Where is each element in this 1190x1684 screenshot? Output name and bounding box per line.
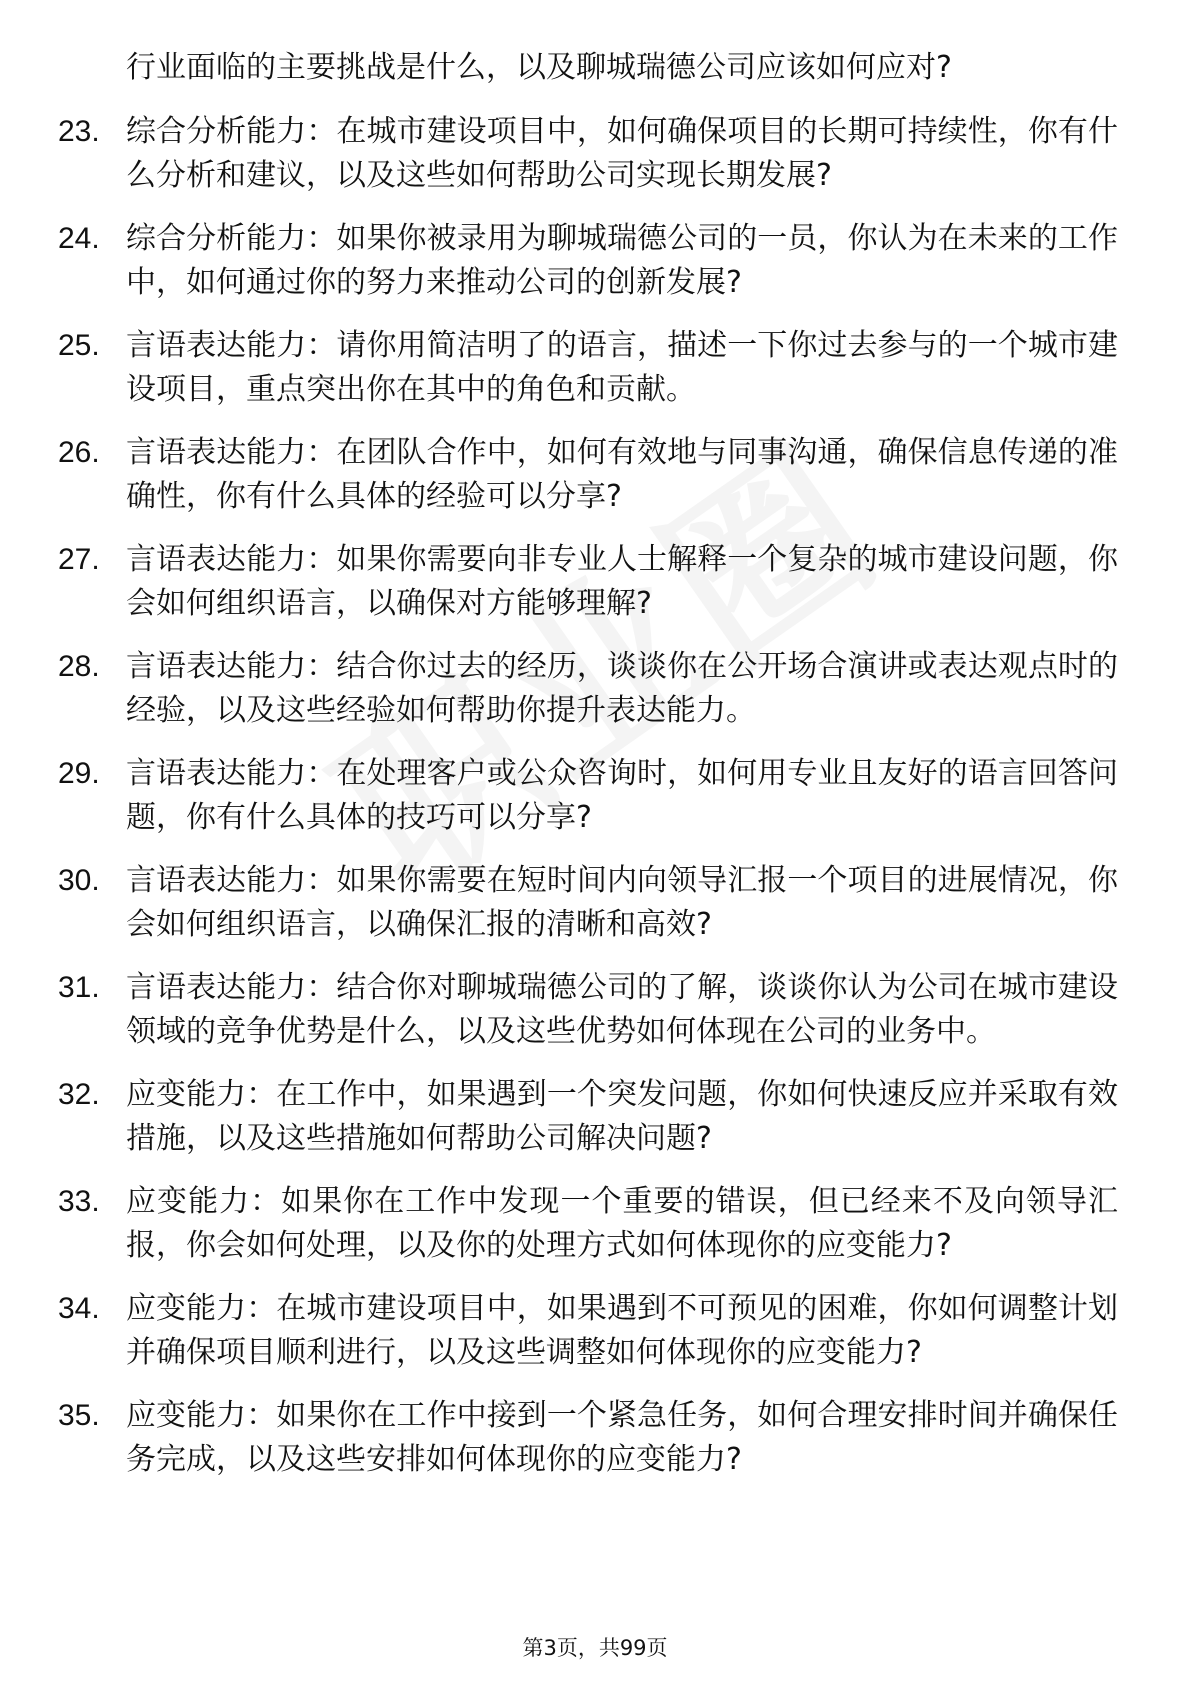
question-item bbox=[58, 1180, 1118, 1268]
question-text: 言语表达能力：结合你过去的经历，谈谈你在公开场合演讲或表达观点时的经验，以及这些经验如何帮助你提升表达能力。 bbox=[126, 649, 1118, 728]
question-item bbox=[58, 538, 1118, 626]
question-number: 29. bbox=[58, 757, 100, 790]
question-number: 23. bbox=[58, 115, 100, 148]
question-item bbox=[58, 324, 1118, 412]
question-text: 言语表达能力：请你用简洁明了的语言，描述一下你过去参与的一个城市建设项目，重点突出你在其中的角色和贡献。 bbox=[126, 328, 1118, 407]
question-number: 35. bbox=[58, 1399, 100, 1432]
question-text: 言语表达能力：如果你需要向非专业人士解释一个复杂的城市建设问题，你会如何组织语言，以确保对方能够理解? bbox=[126, 542, 1118, 621]
question-item bbox=[58, 1073, 1118, 1161]
question-item bbox=[58, 217, 1118, 305]
question-number: 24. bbox=[58, 222, 100, 255]
question-number: 27. bbox=[58, 543, 100, 576]
question-text: 应变能力：如果你在工作中接到一个紧急任务，如何合理安排时间并确保任务完成，以及这些安排如何体现你的应变能力? bbox=[126, 1398, 1118, 1477]
question-item bbox=[58, 431, 1118, 519]
continued-question-text: 行业面临的主要挑战是什么，以及聊城瑞德公司应该如何应对? bbox=[126, 50, 952, 85]
question-item bbox=[58, 859, 1118, 947]
question-text: 应变能力：在工作中，如果遇到一个突发问题，你如何快速反应并采取有效措施，以及这些措施如何帮助公司解决问题? bbox=[126, 1077, 1118, 1156]
question-text: 言语表达能力：在处理客户或公众咨询时，如何用专业且友好的语言回答问题，你有什么具体的技巧可以分享? bbox=[126, 756, 1118, 835]
question-text: 言语表达能力：结合你对聊城瑞德公司的了解，谈谈你认为公司在城市建设领域的竞争优势是什么，以及这些优势如何体现在公司的业务中。 bbox=[126, 970, 1118, 1049]
question-text: 言语表达能力：如果你需要在短时间内向领导汇报一个项目的进展情况，你会如何组织语言，以确保汇报的清晰和高效? bbox=[126, 863, 1118, 942]
question-item bbox=[58, 110, 1118, 198]
question-text: 言语表达能力：在团队合作中，如何有效地与同事沟通，确保信息传递的准确性，你有什么具体的经验可以分享? bbox=[126, 435, 1118, 514]
question-number: 33. bbox=[58, 1185, 100, 1218]
question-list bbox=[58, 110, 1118, 1482]
question-item bbox=[58, 645, 1118, 733]
question-number: 28. bbox=[58, 650, 100, 683]
question-number: 26. bbox=[58, 436, 100, 469]
question-number: 30. bbox=[58, 864, 100, 897]
question-number: 32. bbox=[58, 1078, 100, 1111]
question-item bbox=[58, 752, 1118, 840]
question-text: 综合分析能力：如果你被录用为聊城瑞德公司的一员，你认为在未来的工作中，如何通过你的努力来推动公司的创新发展? bbox=[126, 221, 1118, 300]
question-item bbox=[58, 1394, 1118, 1482]
page-footer: 第3页，共99页 bbox=[522, 1636, 668, 1660]
question-number: 25. bbox=[58, 329, 100, 362]
question-number: 34. bbox=[58, 1292, 100, 1325]
question-text: 综合分析能力：在城市建设项目中，如何确保项目的长期可持续性，你有什么分析和建议，以及这些如何帮助公司实现长期发展? bbox=[126, 114, 1118, 193]
question-item bbox=[58, 966, 1118, 1054]
question-text: 应变能力：在城市建设项目中，如果遇到不可预见的困难，你如何调整计划并确保项目顺利进行，以及这些调整如何体现你的应变能力? bbox=[126, 1291, 1118, 1370]
question-item bbox=[58, 1287, 1118, 1375]
question-text: 应变能力：如果你在工作中发现一个重要的错误，但已经来不及向领导汇报，你会如何处理，以及你的处理方式如何体现你的应变能力? bbox=[126, 1184, 1118, 1263]
page-content bbox=[58, 46, 1118, 1501]
question-number: 31. bbox=[58, 971, 100, 1004]
